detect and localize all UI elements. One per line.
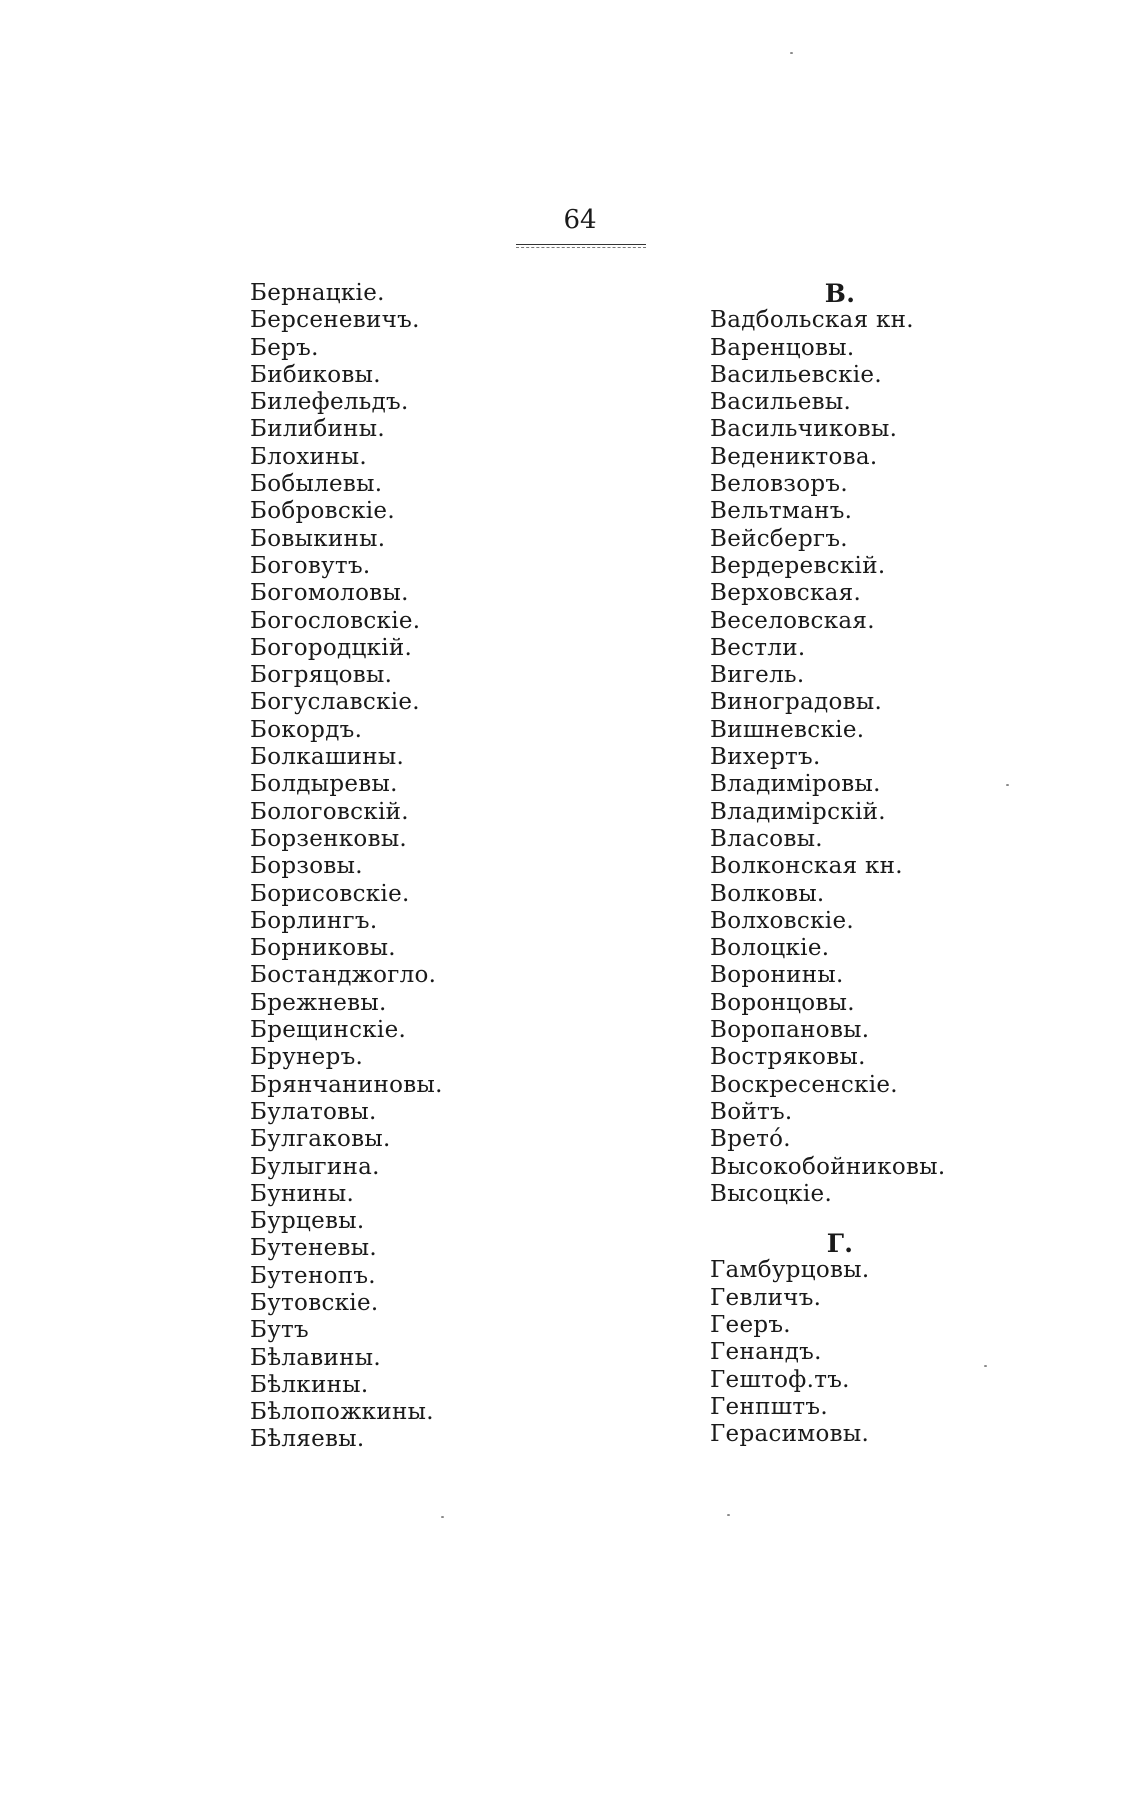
surname-entry: Вейсбергъ. [710, 525, 848, 552]
surname-entry: Бѣлавины. [250, 1344, 382, 1371]
surname-entry: Вестли. [710, 634, 806, 661]
surname-entry: Владиміровы. [710, 771, 881, 798]
surname-entry: Бобровскіе. [250, 498, 395, 525]
surname-entry: Бибиковы. [250, 361, 381, 388]
surname-entry: Востряковы. [710, 1044, 866, 1071]
surname-entry: Брежневы. [250, 989, 387, 1016]
surname-entry: Генпштъ. [710, 1393, 828, 1420]
surname-entry: Гевличъ. [710, 1284, 822, 1311]
surname-entry: Герасимовы. [710, 1421, 870, 1448]
surname-entry: Гееръ. [710, 1311, 791, 1338]
surname-entry: Бологовскій. [250, 798, 409, 825]
section-g-list [710, 1257, 1070, 1448]
surname-entry: Богомоловы. [250, 580, 409, 607]
surname-entry: Волховскіе. [710, 907, 854, 934]
surname-entry: Воскресенскіе. [710, 1071, 898, 1098]
surname-entry: Васильчиковы. [710, 416, 898, 443]
surname-entry: Боговутъ. [250, 552, 371, 579]
surname-entry: Борзенковы. [250, 825, 408, 852]
left-column [250, 280, 610, 1454]
surname-entry: Билибины. [250, 416, 385, 443]
right-column [710, 280, 1070, 1448]
surname-entry: Бутъ [250, 1317, 309, 1344]
surname-entry: Владимірскій. [710, 798, 886, 825]
surname-entry: Булатовы. [250, 1098, 377, 1125]
surname-entry: Бобылевы. [250, 471, 383, 498]
surname-entry: Бовыкины. [250, 525, 386, 552]
surname-entry: Борисовскіе. [250, 880, 410, 907]
surname-entry: Вигель. [710, 662, 805, 689]
surname-entry: Брещинскіе. [250, 1017, 407, 1044]
surname-entry: Богряцовы. [250, 662, 393, 689]
surname-entry: Борлингъ. [250, 907, 378, 934]
surname-entry: Волконская кн. [710, 853, 903, 880]
surname-entry: Волковы. [710, 880, 825, 907]
scan-speck [441, 1516, 444, 1518]
surname-entry: Берсеневичъ. [250, 307, 420, 334]
surname-entry: Воронины. [710, 962, 844, 989]
surname-entry: Бутовскіе. [250, 1289, 379, 1316]
surname-entry: Вельтманъ. [710, 498, 853, 525]
surname-entry: Брунеръ. [250, 1044, 364, 1071]
surname-entry: Борниковы. [250, 935, 396, 962]
surname-entry: Варенцовы. [710, 334, 855, 361]
surname-entry: Веселовская. [710, 607, 875, 634]
surname-entry: Болкашины. [250, 744, 405, 771]
surname-entry: Вихертъ. [710, 744, 821, 771]
surname-entry: Воронцовы. [710, 989, 855, 1016]
surname-entry: Высокобойниковы. [710, 1153, 946, 1180]
surname-entry: Билефельдъ. [250, 389, 409, 416]
surname-entry: Богуславскіе. [250, 689, 420, 716]
surname-entry: Бурцевы. [250, 1208, 365, 1235]
surname-entry: Булгаковы. [250, 1126, 391, 1153]
scan-speck [727, 1514, 730, 1516]
scan-speck [984, 1365, 987, 1367]
surname-entry: Бунины. [250, 1180, 355, 1207]
surname-entry: Богородцкій. [250, 634, 413, 661]
scan-speck [1006, 784, 1009, 786]
scan-speck [790, 52, 793, 54]
surname-entry: Болдыревы. [250, 771, 398, 798]
section-gap [710, 1208, 1070, 1230]
surname-entry: Борзовы. [250, 853, 363, 880]
surname-entry: Воропановы. [710, 1017, 870, 1044]
surname-entry: Беръ. [250, 334, 319, 361]
surname-entry: Веловзоръ. [710, 471, 848, 498]
surname-entry: Власовы. [710, 825, 823, 852]
surname-entry: Гамбурцовы. [710, 1257, 870, 1284]
surname-entry: Волоцкіе. [710, 935, 830, 962]
surname-entry: Бѣлопожкины. [250, 1399, 434, 1426]
header-rule [516, 244, 646, 245]
surname-entry: Бѣляевы. [250, 1426, 365, 1453]
surname-entry: Бутеневы. [250, 1235, 377, 1262]
surname-entry: Бѣлкины. [250, 1371, 369, 1398]
surname-entry: Вретό. [710, 1126, 791, 1153]
surname-entry: Бутенопъ. [250, 1262, 376, 1289]
section-heading-g: Г. [826, 1229, 854, 1259]
surname-entry: Вишневскіе. [710, 716, 865, 743]
surname-entry: Генандъ. [710, 1339, 822, 1366]
surname-entry: Блохины. [250, 443, 368, 470]
header-rule-dashed [516, 247, 646, 248]
surname-entry: Булыгина. [250, 1153, 380, 1180]
surname-entry: Вердеревскій. [710, 552, 886, 579]
surname-entry: Бокордъ. [250, 716, 363, 743]
page-number: 64 [563, 205, 597, 235]
section-v-list [710, 307, 1070, 1208]
surname-entry: Васильевы. [710, 389, 852, 416]
surname-entry: Вадбольская кн. [710, 307, 914, 334]
section-heading-v: В. [824, 279, 856, 308]
surname-entry: Богословскіе. [250, 607, 421, 634]
surname-entry: Ведениктова. [710, 443, 878, 470]
surname-entry: Брянчаниновы. [250, 1071, 443, 1098]
surname-entry: Бернацкіе. [250, 280, 385, 306]
surname-entry: Верховская. [710, 580, 862, 607]
surname-entry: Бостанджогло. [250, 962, 437, 989]
surname-entry: Гештоф.тъ. [710, 1366, 850, 1393]
surname-entry: Васильевскіе. [710, 361, 882, 388]
surname-entry: Войтъ. [710, 1098, 793, 1125]
surname-entry: Виноградовы. [710, 689, 883, 716]
surname-entry: Высоцкіе. [710, 1180, 833, 1207]
